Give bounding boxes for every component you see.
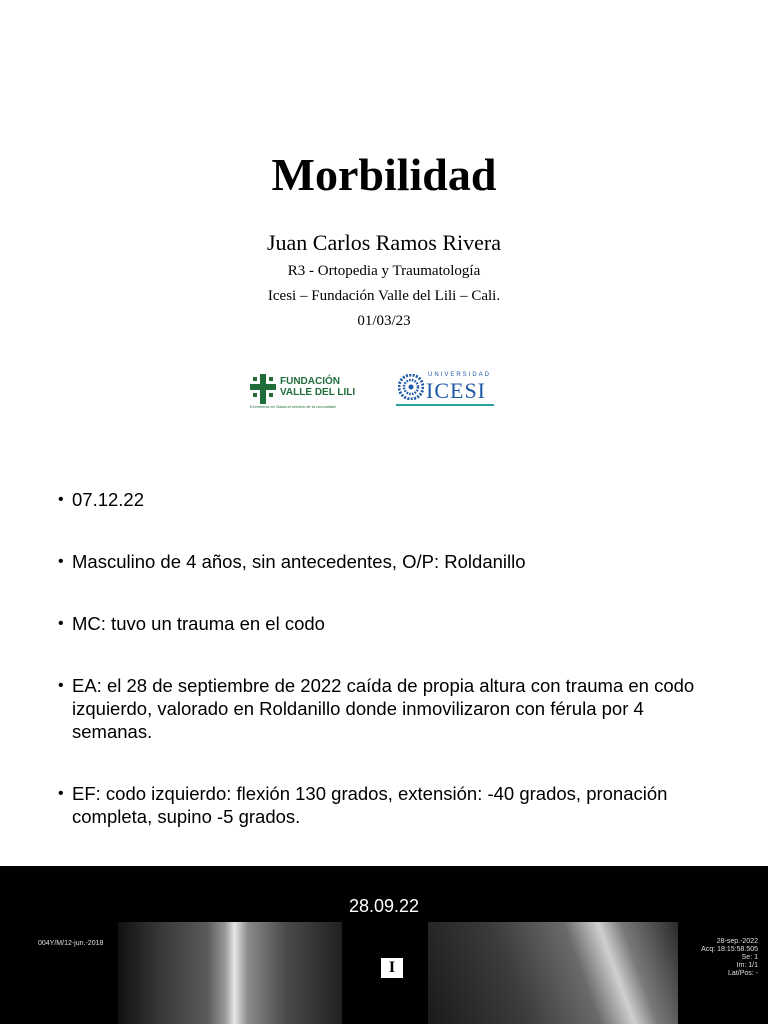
case-bullet-list: [58, 488, 728, 867]
case-slide: [0, 432, 768, 864]
overlay-line-date: 28-sep.-2022: [716, 938, 758, 945]
fvl-line1: FUNDACIÓN: [280, 376, 340, 387]
xray-image-left: [118, 922, 342, 1024]
fvl-logo-text: [280, 376, 355, 398]
overlay-line-acq: Acq: 18:15:58.505: [701, 946, 758, 953]
icesi-underline: [396, 404, 494, 406]
overlay-line-se: Se: 1: [741, 954, 758, 961]
logos-row: [0, 370, 768, 410]
xray-overlay-left: 004Y/M/12-jun.-2018: [38, 940, 104, 947]
author-name: Juan Carlos Ramos Rivera: [266, 230, 502, 255]
icesi-seal-icon: [398, 374, 424, 400]
xray-slide: [0, 866, 768, 1024]
overlay-line-im: Im: 1/1: [736, 962, 758, 969]
title-slide: [0, 0, 768, 432]
xray-overlay-right: [701, 938, 758, 978]
cross-icon: [250, 374, 276, 404]
fvl-line2: VALLE DEL LILI: [280, 387, 356, 398]
slide-title: Morbilidad: [271, 149, 497, 200]
bullet-chief-complaint: • MC: tuvo un trauma en el codo: [58, 612, 728, 635]
bullet-current-illness: • EA: el 28 de septiembre de 2022 caída de propia altura con trauma en codo izquierdo, valorado en Roldanillo donde inmovilizaron con férula por 4 semanas.: [58, 674, 728, 743]
icesi-logo: [396, 370, 496, 410]
presentation-date: 01/03/23: [357, 313, 411, 329]
institution: Icesi – Fundación Valle del Lili – Cali.: [267, 288, 501, 304]
overlay-line-latpos: Lat/Pos: -: [728, 970, 758, 977]
icesi-name-label: ICESI: [426, 378, 486, 403]
fundacion-valle-del-lili-logo: [250, 374, 360, 410]
author-role: R3 - Ortopedia y Traumatología: [287, 263, 481, 279]
bullet-physical-exam: • EF: codo izquierdo: flexión 130 grados, extensión: -40 grados, pronación completa, supino -5 grados.: [58, 782, 728, 828]
xray-slide-title: 28.09.22: [348, 896, 420, 916]
bullet-date: • 07.12.22: [58, 488, 728, 511]
xray-image-right: [428, 922, 678, 1024]
fvl-tagline: Excelencia en Salud al servicio de la comunidad: [250, 404, 336, 409]
bullet-patient: • Masculino de 4 años, sin antecedentes, O/P: Roldanillo: [58, 550, 728, 573]
xray-marker: I: [381, 958, 403, 978]
icesi-universidad-label: UNIVERSIDAD: [428, 372, 492, 378]
